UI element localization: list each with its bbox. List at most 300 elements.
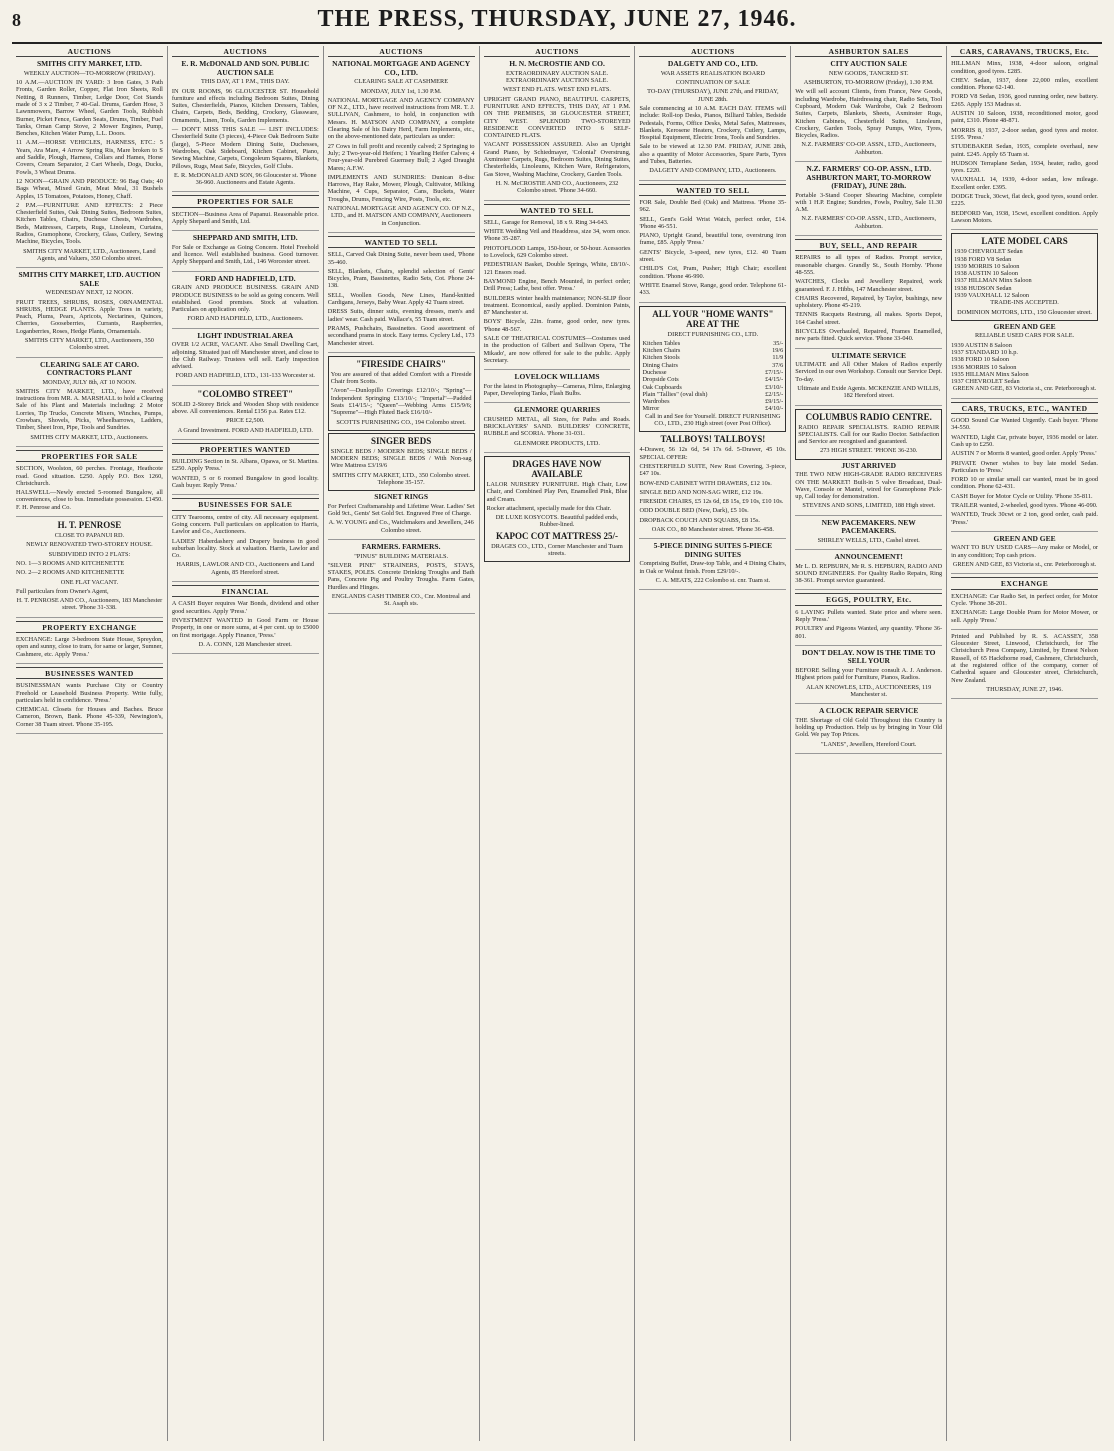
price-row: [642, 376, 783, 383]
ad-body: EXCHANGE: Car Radio Set, in perfect order, for Motor Cycle. 'Phone 38-201.: [951, 592, 1099, 607]
ad-signature: 273 HIGH STREET. 'PHONE 36-230.: [820, 447, 918, 455]
ad-body: TENNIS Racquets Restrung, all makes. Sports Depot, 164 Cashel street.: [795, 311, 943, 326]
ad-subtitle: WEST END FLATS. WEST END FLATS.: [503, 86, 611, 94]
ad-title: SMITHS CITY MARKET, LTD. AUCTION SALE: [18, 270, 161, 288]
ad-body: WHITE Wedding Veil and Headdress, size 34, worn once. 'Phone 35-287.: [483, 228, 631, 243]
ad-body: SMITHS CITY MARKET, LTD., have received instructions from MR. A. MARSHALL to hold a Clearing Sale of his Plant and Materials including: 2 Motor Lorries, Tip Trucks, Concrete Mixers, Winches, Pumps, Crowbars, Shovels, Picks, Wheelbarrows, Ladders, Timber, Sheet Iron, Pipe, Tools and Sundries.: [16, 387, 163, 432]
ad-body: UPRIGHT GRAND PIANO, BEAUTIFUL CARPETS, FURNITURE AND EFFECTS, THIS DAY, AT 1 P.M. ON THE PREMISES, 38 GLOUCESTER STREET, CITY WEST. SPLENDID TWO-STOREYED RESIDENCE CONVERTED INTO 6 SELF-CONTAINED FLATS.: [483, 95, 631, 140]
classified-ad: [16, 682, 163, 734]
ad-body: GENTS' Bicycle, 3-speed, new tyres, £12. 40 Tuam street.: [639, 248, 787, 264]
colombo-street-ad: [172, 389, 319, 440]
ad-body: ULTIMATE and All Other Makes of Radios expertly Serviced in our own Workshop. Consult our Service Dept. To-day.: [795, 361, 943, 383]
section-heading: PROPERTIES FOR SALE: [172, 195, 319, 207]
ad-body: VAUXHALL 14, 1939, 4-door sedan, low mileage. Excellent order. £395.: [951, 176, 1099, 191]
ad-body: WANTED, 5 or 6 roomed Bungalow in good locality. Cash buyer. Reply 'Press.': [171, 474, 319, 490]
ad-body: CHAIRS Recovered, Repaired, by Taylor, bushings, new upholstery. Phone 45-219.: [795, 294, 943, 310]
ad-body: CRUSHED METAL, all Sizes, for Paths and Roads. BRICKLAYERS' SAND. BUILDERS' CONCRETE, RUBBLE and SCORIA. 'Phone 31-031.: [483, 415, 631, 438]
ad-title: NEW PACEMAKERS. NEW PACEMAKERS.: [821, 517, 916, 536]
ad-body: PIANO, Upright Grand, beautiful tone, overstrung iron frame, £85. Apply 'Press.': [639, 232, 787, 247]
ad-body: SINGLE BED AND NON-SAG WIRE, £12 19s.: [639, 488, 763, 496]
ad-title: ULTIMATE SERVICE: [831, 350, 906, 360]
ad-subtitle: TRADE-INS ACCEPTED.: [990, 299, 1059, 307]
green-gee-ad: [951, 323, 1098, 399]
section-heading: CARS, TRUCKS, ETC., WANTED: [951, 402, 1098, 414]
ad-subtitle: DE LUXE KOSYCOTS. Beautiful padded ends, Rubber-lined.: [495, 514, 619, 529]
ad-title: LATE MODEL CARS: [981, 236, 1068, 247]
price-row: [642, 405, 783, 412]
car-list-item: 1939 VAUXHALL 12 Saloon: [954, 292, 1030, 300]
ad-signature: E. R. McDONALD AND SON, 96 Gloucester st. 'Phone 36-960. Auctioneers and Estate Agents.: [174, 171, 317, 187]
ad-body: WANT TO BUY USED CARS—Any make or Model, or in any condition; Top cash prices.: [951, 544, 1099, 559]
dining-suites-ad: [639, 542, 786, 590]
ad-title: SIGNET RINGS: [374, 492, 429, 502]
ad-body: FIRESIDE CHAIRS, £5 12s 6d, £8 15s, £9 10s, £10 10s.: [639, 498, 784, 506]
ad-signature: "LANES", Jewellers, Hereford Court.: [821, 740, 917, 748]
price-item: Plain "Tallies" (oval dish): [642, 390, 708, 398]
ad-body: EXCHANGE: Large Double Pram for Motor Mower, or sell. Apply 'Press.': [951, 609, 1099, 624]
price-row: [642, 340, 783, 347]
ad-body: You are assured of that added Comfort with a Fireside Chair from Scotts.: [330, 370, 472, 386]
ad-body: BUILDERS winter health maintenance; NON-SLIP floor treatment. Economical, easily applied. Dominion Paints, 87 Manchester st.: [483, 294, 631, 317]
signet-rings-ad: [328, 493, 475, 540]
masthead: THE PRESS, THURSDAY, JUNE 27, 1946.: [317, 6, 797, 32]
ad-body: CASH Buyer for Motor Cycle or Utility. 'Phone 35-811.: [951, 492, 1093, 500]
home-wants-ad: [639, 306, 786, 433]
ad-title: FORD AND HADFIELD, LTD.: [194, 273, 296, 283]
ad-signature: H. N. McCROSTIE AND CO., Auctioneers, 232 Colombo street. 'Phone 34-660.: [495, 179, 619, 195]
page-number: 8: [12, 10, 21, 30]
price-value: £4/15/-: [765, 376, 784, 384]
classified-ad: [16, 636, 163, 664]
ad-title: N.Z. FARMERS' CO-OP. ASSN., LTD. ASHBURTON MART, TO-MORROW (FRIDAY), JUNE 28th.: [806, 164, 932, 191]
price-value: £7/15/-: [765, 369, 784, 376]
ad-title: DON'T DELAY. NOW IS THE TIME TO SELL YOUR: [801, 647, 936, 666]
price-item: Wardrobes: [642, 398, 670, 406]
price-item: Kitchen Chairs: [642, 347, 681, 355]
ad-subtitle: CONTINUATION OF SALE: [675, 79, 750, 87]
ad-body: A CASH Buyer requires War Bonds, dividend and other good securities. Apply 'Press.': [171, 600, 319, 615]
columns: [12, 46, 1102, 1441]
singer-beds-ad: [328, 433, 475, 491]
ad-title: FARMERS. FARMERS.: [361, 542, 441, 552]
ad-signature: Call in and See for Yourself. DIRECT FURNISHING CO., LTD., 230 High street (over Post Office).: [645, 412, 781, 428]
ad-signature: SCOTTS FURNISHING CO., 194 Colombo street.: [336, 418, 466, 426]
column-7: [947, 46, 1102, 1441]
ad-signature: SMITHS CITY MARKET, LTD., Auctioneers.: [30, 433, 149, 441]
green-gee-wanted-ad: [951, 535, 1098, 574]
ad-subtitle: EXTRAORDINARY AUCTION SALE. EXTRAORDINARY AUCTION SALE.: [505, 69, 609, 85]
ad-list: 27 Cows in full profit and recently calved; 2 Springing to July; 2 Two-year-old Heifers; 1 Yearling Heifer Calves; 4 Four-year-old Purebred Guernsey Bull; 2 Aged Draught Mares; A.F.W.: [327, 142, 475, 172]
ad-body: HILLMAN Minx, 1938, 4-door saloon, original condition, good tyres. £285.: [951, 60, 1099, 75]
car-list-item: 1937 CHEVROLET Sedan: [951, 378, 1020, 386]
ad-title: LOVELOCK WILLIAMS: [514, 372, 600, 382]
ad-body: WHITE Enamel Stove, Range, good order. Telephone 61-433.: [639, 281, 787, 297]
ad-title: ALL YOUR "HOME WANTS" ARE AT THE: [652, 308, 774, 329]
ad-signature: DRAGES CO., LTD., Corner Manchester and Tuam streets.: [491, 542, 623, 558]
ad-signature: SMITHS CITY MARKET, LTD., 350 Colombo street. Telephone 35-157.: [332, 471, 470, 487]
auction-ad: [328, 60, 475, 233]
section-heading: PROPERTIES WANTED: [172, 443, 319, 455]
ad-signature: A. W. YOUNG and Co., Watchmakers and Jewellers, 246 Colombo street.: [328, 519, 474, 534]
classified-ad: [16, 465, 163, 517]
imprint: [951, 633, 1098, 699]
section-heading: EGGS, POULTRY, Etc.: [795, 593, 942, 605]
ad-body: DODGE Truck, 30cwt, flat deck, good tyres, sound order. £225.: [951, 193, 1099, 208]
ad-body: TRAILER wanted, 2-wheeled, good tyres. 'Phone 46-090.: [951, 502, 1098, 510]
ad-signature: H. T. PENROSE AND CO., Auctioneers, 183 Manchester street. 'Phone 31-338.: [16, 597, 163, 612]
ad-body: — DON'T MISS THIS SALE — LIST INCLUDES: Chesterfield Suite (3 pieces), 4-Piece Oak Bedroom Suite (large), 5-Piece Modern Dining Suite, Duchesses, Wardrobes, Oak Sideboard, Kitchen Cabinet, Piano, Sewing Machine, Carpets, Congoleum Squares, Blankets, Pillows, Rugs, Meat Safe, Bicycles, Golf Clubs.: [171, 126, 319, 170]
classified-ad: [951, 593, 1098, 630]
ad-body: BOW-END CABINET WITH DRAWERS, £12 10s.: [639, 479, 772, 487]
ad-body: PHOTOFLOOD Lamps, 150-hour, or 50-hour. Acessories to Lovelock, 629 Colombo street.: [483, 244, 631, 260]
section-heading: AUCTIONS: [328, 48, 475, 57]
just-arrived-ad: [795, 462, 942, 516]
ad-signature: A Grand Investment. FORD AND HADFIELD, LTD.: [177, 426, 313, 434]
ad-subtitle: CLEARING SALE AT CASHMERE: [354, 78, 449, 86]
ad-signature: ALAN KNOWLES, LTD., AUCTIONEERS, 119 Manchester st.: [806, 683, 932, 698]
price-row: [642, 354, 783, 361]
clock-repair-ad: [795, 707, 942, 754]
ad-body: ODD DOUBLE BED (New, Dark), £5 10s.: [639, 507, 749, 515]
ad-body: IMPLEMENTS AND SUNDRIES: Dunican 8-disc Harrows, Hay Rake, Mower, Plough, Cultivator, Milking Machine, 4 Cups, Separator, Cans, Buckets, Water Troughs, Drums, Fencing Wire, Posts, Tools, etc.: [327, 173, 475, 203]
car-list-item: 1938 AUSTIN 10 Saloon: [954, 270, 1019, 278]
section-heading: WANTED TO SELL: [639, 184, 786, 196]
section-heading: FINANCIAL: [172, 585, 319, 597]
ad-body: PRAMS, Pushchairs, Bassinettes. Good assortment of secondhand prams in stock. Easy terms. Cyclery Ltd., 173 Manchester street.: [327, 324, 475, 347]
ad-body: For Perfect Craftsmanship and Lifetime Wear. Ladies' Set Gold 9ct., Gents' Set Gold 9ct. Engraved Free of Charge.: [327, 502, 475, 518]
ad-body: GRAIN AND PRODUCE BUSINESS. GRAIN AND PRODUCE BUSINESS to be sold as going concern. Well established. Good premises. Stock at valuation. Particulars on application only.: [171, 284, 319, 314]
car-list-item: 1936 MORRIS 10 Saloon: [951, 363, 1017, 371]
ad-body: POULTRY and Pigeons Wanted, any quantity. 'Phone 36-801.: [795, 625, 943, 640]
ad-body: CHEMICAL Closets for Houses and Baches. Bruce Cameron, Brown, Bank. Phone 45-339, Newington's, Corner 38 Tuam street. 'Phone 35-195.: [16, 706, 163, 728]
section-heading: CARS, CARAVANS, TRUCKS, Etc.: [951, 48, 1098, 57]
ad-body: REPAIRS to all types of Radios. Prompt service, reasonable charges. Grandly St., South Hornby. 'Phone 48-555.: [795, 254, 943, 276]
price-item: Oak Cupboards: [642, 383, 682, 391]
column-3: [324, 46, 480, 1441]
page-header: [12, 6, 1102, 44]
ad-body: Sale to be viewed at 12.30 P.M. FRIDAY, JUNE 28th, also a quantity of Motor Accessories, Spare Parts, Tyres and Tubes, Batteries.: [639, 143, 787, 166]
ad-signature: SMITHS CITY MARKET, LTD., Auctioneers, Land Agents, and Valuers, 350 Colombo street.: [23, 247, 156, 262]
ad-signature: GREEN AND GEE, 83 Victoria st., cnr. Peterborough st.: [952, 385, 1097, 393]
ad-list: "Avon"—Dunlopillo Coverings £12/10/-; "Spring"—Independent Springing £13/10/-; "Imperial"—Padded Seats £14/15/-; "Queen"—Webbing Arms £15/9/6; "Supreme"—High Fluted Back £16/10/-: [330, 387, 472, 417]
ad-subtitle: WAR ASSETS REALISATION BOARD: [660, 69, 765, 77]
ad-body: Sale commencing at 10 A.M. EACH DAY. ITEMS will include: Roll-top Desks, Pianos, Billiard Tables, Bedside Pedestals, Forms, Office Desks, Metal Safes, Mattresses, Blankets, Kerosene Heaters, Crockery, Cutlery, Lamps, Hospital Equipment, Electric Irons, Tools and Sundries.: [639, 104, 787, 142]
ad-body: CHESTERFIELD SUITE, New Rust Covering, 3-piece, £47 10s.: [639, 462, 787, 478]
ad-body: GOOD Sound Car Wanted Urgently. Cash buyer. 'Phone 34-550.: [951, 417, 1099, 432]
ad-subtitle: NEWLY RENOVATED TWO-STOREY HOUSE.: [26, 541, 153, 549]
classified-ad: [172, 600, 319, 654]
ad-title: CLEARING SALE AT CARO. CONTRACTORS PLANT: [39, 359, 139, 378]
mart-ad: [795, 165, 942, 236]
car-list-item: 1938 FORD V8 Sedan: [954, 255, 1012, 263]
ad-title: SMITHS CITY MARKET, LTD.: [36, 59, 142, 69]
column-2: [168, 46, 324, 1441]
ad-date: TO-DAY (THURSDAY), JUNE 27th, and FRIDAY, JUNE 28th.: [647, 88, 779, 103]
ad-title: TALLBOYS! TALLBOYS!: [660, 434, 766, 445]
ad-title: LIGHT INDUSTRIAL AREA: [197, 330, 294, 340]
ad-signature: D. A. CONN, 128 Manchester street.: [198, 640, 292, 648]
price-list: [642, 340, 783, 413]
price-item: Dropside Cots: [642, 376, 679, 384]
ad-body: LADIES' Haberdashery and Drapery business in good suburban locality. Stock at valuation. Harris, Lawlor and Co.: [171, 537, 319, 560]
section-heading: AUCTIONS: [16, 48, 163, 57]
ad-body: BEDFORD Van, 1938, 15cwt, excellent condition. Apply Lawson Motors.: [951, 209, 1099, 224]
ad-body: "SILVER PINE" STRAINERS, POSTS, STAYS, STAKES, POLES. Concrete Drinking Troughs and Bath Pans, Concrete Pig and Poultry Troughs. Farm Gates, Hurdles and Hinges.: [327, 561, 475, 591]
pacemakers-ad: [795, 519, 942, 550]
section-heading: AUCTIONS: [639, 48, 786, 57]
ad-line: ONE FLAT VACANT.: [60, 578, 119, 586]
fireside-chairs-ad: [328, 356, 475, 431]
ad-body: NATIONAL MORTGAGE AND AGENCY COMPANY OF N.Z., LTD., have received instructions from MR. T. J. SULLIVAN, Cashmere, to hold, in conjunction with Messrs. H. MATSON AND COMPANY, a complete Clearing Sale of his Dairy Herd, Farm Implements, etc., on the above-mentioned date, particulars as under:: [327, 96, 475, 141]
ad-body: SELL, Garage for Removal, 18 x 9. Ring 34-643.: [483, 218, 609, 226]
ad-body: 6 LAYING Pullets wanted. State price and where seen. Reply 'Press.': [795, 608, 943, 624]
ad-title: NATIONAL MORTGAGE AND AGENCY CO., LTD.: [332, 59, 471, 77]
ad-subtitle: "PINUS" BUILDING MATERIALS.: [354, 552, 449, 560]
ad-title: H. N. McCROSTIE AND CO.: [509, 59, 605, 69]
section-heading: EXCHANGE: [951, 577, 1098, 589]
ad-signature: FORD AND HADFIELD, LTD., Auctioneers.: [187, 315, 304, 323]
section-heading: WANTED TO SELL: [484, 204, 631, 216]
car-list-item: 1939 AUSTIN 8 Saloon: [951, 341, 1012, 349]
ad-signature: NATIONAL MORTGAGE AND AGENCY CO. OF N.Z., LTD., and H. MATSON AND COMPANY, Auctioneers in Conjunction.: [327, 205, 475, 227]
columbus-radio-ad: [795, 409, 942, 460]
penrose-ad: [16, 520, 163, 618]
ad-title: A CLOCK REPAIR SERVICE: [819, 706, 919, 716]
ad-body: INVESTMENT WANTED in Good Farm or House Property, in one or more sums, at 4 per cent. up to £5000 on first mortgage. Apply Finance, 'Press.': [171, 616, 319, 639]
ad-body: Comprising Buffet, Draw-top Table, and 4 Dining Chairs, in Oak or Walnut finish. From £29/10/-.: [639, 560, 787, 575]
ad-body: BICYCLES Overhauled, Repaired, Frames Enamelled, new parts fitted. Quick service. 'Phone 33-040.: [795, 328, 943, 343]
ad-body: BUSINESSMAN wants Purchase City or Country Freehold or Leasehold Business Property. Write fully, particulars held in confidence. 'Press.': [16, 682, 163, 704]
ad-signature: ENGLANDS CASH TIMBER CO., Cnr. Montreal and St. Asaph sts.: [331, 593, 471, 608]
auction-ad: [16, 361, 163, 447]
ad-body: SELL, Gent's Gold Wrist Watch, perfect order, £14. 'Phone 46-551.: [639, 215, 787, 230]
ad-title: SHEPPARD AND SMITH, LTD.: [192, 233, 298, 243]
price-row: [642, 384, 783, 391]
ad-body: WANTED, Truck 30cwt or 2 ton, good order, cash paid. 'Press.': [951, 511, 1099, 526]
ad-body: SECTION—Business Area of Papanui. Reasonable price. Apply Shepard and Smith, Ltd.: [171, 210, 319, 226]
section-heading: AUCTIONS: [172, 48, 319, 57]
ad-signature: N.Z. FARMERS' CO-OP. ASSN., LTD., Auctioneers, Ashburton.: [801, 141, 937, 156]
ad-body: 10 A.M.—AUCTION IN YARD: 3 Iron Gates, 3 Path Fronts, Garden Roller, Copper, Flat Iron Sheets, Roll Netting, 8 Runners, Timber, Ledge Door, Cot Stands made of 3 x 2 Timber, 7 40-Gal. Drums, Garden Hose, 3 Lawnmowers, Barrow Wheel, Garden Tools, Rubbish Burner, Picket Fence, Garden Seats, Drums, Timber, Fuel Tanks, Ornan Camp Stove, 2 Mower Engines, Pump, Benches, Kitchen Water Pump, L.L. Doors.: [16, 79, 163, 138]
ad-signature: SMITHS CITY MARKET, LTD., Auctioneers, 350 Colombo street.: [24, 337, 154, 352]
lovelock-ad: [484, 373, 631, 403]
ad-body: THE Shortage of Old Gold Throughout this Country is holding up Production. Help us by bringing in Your Old Gold. We pay Top Prices.: [795, 716, 943, 739]
ad-body: IN OUR ROOMS, 96 GLOUCESTER ST. Household furniture and effects including Bedroom Suites, Dining Suites, Chesterfields, Pianos, Kitchen Dressers, Tables, Chairs, Carpets, Beds, Bedding, Crockery, Glassware, Ornaments, Linen, Tools, Garden Implements.: [171, 87, 319, 124]
ad-body: FRUIT TREES, SHRUBS, ROSES, ORNAMENTAL SHRUBS, HEDGE PLANTS. Apple Trees in variety, Peach, Plums, Pears, Apricots, Nectarines, Quinces, Cherries, Gooseberries, Currants, Raspberries, Loganberries, Roses, Hedge Plants, Ornamentals.: [16, 298, 163, 335]
ad-body: AUSTIN 10 Saloon, 1938, reconditioned motor, good paint, £310. Phone 48-871.: [951, 110, 1099, 125]
light-industrial-ad: [172, 332, 319, 386]
price-value: £2/15/-: [765, 390, 784, 398]
column-5: [635, 46, 791, 1441]
late-model-cars-ad: [951, 233, 1098, 321]
ad-title: H. T. PENROSE: [57, 520, 122, 531]
car-list-item: 1935 HILLMAN Minx Saloon: [951, 370, 1029, 378]
ad-body: STUDEBAKER Sedan, 1935, complete overhaul, new paint. £245. Apply 65 Tuam st.: [951, 143, 1099, 158]
ad-line: NO. 1—3 ROOMS AND KITCHENETTE: [16, 559, 125, 567]
ad-body: Portable 3-Stand Cooper Shearing Machine, complete with 1 H.P. Engine; Sundries, Fowls, Poultry, Sale 11.30 A.M.: [795, 191, 943, 214]
ad-signature: C. A. MEATS, 222 Colombo st. cnr. Tuam st.: [655, 576, 771, 584]
classified-ad: [951, 417, 1098, 532]
glenmore-ad: [484, 406, 631, 453]
car-list-item: 1938 HUDSON Sedan: [954, 284, 1012, 292]
ad-body: Mr L. D. REPBURN, Mr R. S. HEPBURN, RADIO AND SOUND ENGINEERS. For Quality Radio Repairs, Ring 38-361. Prompt service guaranteed.: [795, 562, 943, 585]
ad-subtitle: MONDAY, JULY 8th, AT 10 NOON.: [42, 378, 137, 386]
classified-ad: [951, 60, 1098, 230]
ad-body: 12 NOON—GRAIN AND PRODUCE: 96 Bag Oats; 40 Bags Wheat, Mixed Grain, Meat Meal, 31 Bushels Apples, 15 Tomatoes, Potatoes, Honey, Chaff.: [16, 177, 163, 200]
classified-ad: [639, 199, 786, 303]
ad-body: BOYS' Bicycle, 22in. frame, good order, new tyres. 'Phone 48-567.: [483, 318, 631, 333]
ad-body: HUDSON Terraplane Sedan, 1934, heater, radio, good tyres. £220.: [951, 159, 1099, 175]
ad-body: DROPBACK COUCH AND SQUABS, £8 15s.: [639, 516, 760, 524]
ad-body: CITY Tearooms, centre of city. All necessary equipment. Going concern. Full particulars on application to Harris, Lawlor and Co., Auctioneers.: [171, 513, 319, 536]
ad-body: BAYMOND Engine, Bench Mounted, in perfect order; Drill Press; Lathe, best offer. 'Press.': [483, 277, 631, 293]
section-heading: PROPERTY EXCHANGE: [16, 621, 163, 633]
ad-title: GREEN AND GEE: [993, 321, 1056, 331]
ad-body: FORD V8 Sedan, 1936, good running order, new battery. £265. Apply 153 Madras st.: [951, 93, 1099, 108]
classified-ad: [795, 254, 942, 348]
ad-signature: OAK CO., 80 Manchester street. 'Phone 36-458.: [651, 526, 774, 534]
car-list: [951, 342, 1098, 386]
ad-body: For the latest in Photography—Cameras, Films, Enlarging Paper, Developing Tanks, Flash Bulbs.: [483, 382, 631, 397]
ad-body: WATCHES, Clocks and Jewellery Repaired, work guaranteed. F. J. Hibbs, 147 Manchester street.: [795, 278, 943, 293]
ad-subtitle: WEDNESDAY NEXT, 12 NOON.: [45, 289, 134, 297]
ad-title: E. R. McDONALD AND SON. PUBLIC AUCTION SALE: [181, 59, 310, 77]
ad-title: "COLOMBO STREET": [197, 388, 294, 399]
ad-body: We will sell account Clients, from France, New Goods, including Wardrobe, Hairdressing chair, Radio Sets, Tool Cupboard, Modern Oak Wardrobe, Oak 2 Bedroom Suites, Carpets, Blankets, Sheets, Axminster Rugs, Kitchen Cabinets, Chesterfield Suites, Linoleum, Crockery, Garden Tools, Spray Pumps, Wire, Tyres, Bicycles, Radios.: [795, 88, 943, 140]
ad-body: RADIO REPAIR SPECIALISTS. RADIO REPAIR SPECIALISTS. Call for our Radio Doctor. Satisfaction and Service are recognised and guaranteed.: [798, 423, 940, 446]
ad-signature: GLENMORE PRODUCTS, LTD.: [514, 439, 600, 447]
ad-date: MONDAY, JULY 1st, 1.30 P.M.: [360, 87, 442, 95]
classified-ad: [484, 219, 631, 370]
price-value: 19/6: [772, 347, 784, 355]
price-row: [642, 369, 783, 376]
ad-signature: Ultimate and Exide Agents. MCKENZIE AND WILLIS, 182 Hereford street.: [797, 385, 941, 400]
ad-body: Full particulars from Owner's Agent,: [16, 587, 109, 595]
ad-list: SINGLE BEDS / MODERN BEDS; SINGLE BEDS / MODERN BEDS; SINGLE BEDS / With Non-sag Wire Mattress £3/19/6: [330, 447, 472, 470]
price-item: Duchesse: [642, 369, 667, 376]
car-list-item: 1938 FORD 10 Saloon: [951, 356, 1010, 364]
ad-body: BEFORE Selling your Furniture consult A. J. Anderson. Highest prices paid for Furniture, Pianos, Radios.: [795, 666, 943, 682]
ad-body: 4-Drawer, 56 12s 6d, 54 17s 6d. 5-Drawer, 45 10s. SPECIAL OFFER:: [639, 446, 787, 461]
ad-subtitle: THIS DAY, AT 1 P.M., THIS DAY.: [201, 78, 290, 86]
price-item: Dining Chairs: [642, 361, 678, 369]
price-item: Kitchen Tables: [642, 339, 681, 347]
ad-signature: DOMINION MOTORS, LTD., 150 Gloucester street.: [957, 308, 1093, 316]
sheppard-ad: [172, 234, 319, 271]
ad-body: CHILD'S Cot, Pram, Pusher; High Chair; excellent condition. 'Phone 46-990.: [639, 265, 787, 280]
price-row: [642, 347, 783, 354]
ad-body: PEDESTRIAN Basket, Double Springs, White, £8/10/-. 121 Ensors road.: [483, 261, 631, 276]
classified-ad: [328, 251, 475, 353]
ad-title: SINGER BEDS: [371, 435, 432, 446]
ad-body: WANTED, Light Car, private buyer, 1936 model or later. Cash up to £250.: [951, 433, 1099, 448]
tallboys-ad: [639, 434, 786, 539]
ad-title: GLENMORE QUARRIES: [513, 405, 601, 415]
ford-ad: [172, 275, 319, 329]
car-list-item: 1937 HILLMAN Minx Saloon: [954, 277, 1032, 285]
ad-line: NO. 2—2 ROOMS AND KITCHENETTE: [16, 569, 125, 577]
imprint-date: THURSDAY, JUNE 27, 1946.: [986, 685, 1063, 693]
classified-ad: [172, 211, 319, 232]
ad-title: GREEN AND GEE: [993, 533, 1056, 543]
ad-title: CITY AUCTION SALE: [830, 59, 908, 69]
announcement-ad: [795, 553, 942, 590]
ad-title: DALGETY AND CO., LTD.: [667, 59, 758, 69]
classified-ad: [795, 609, 942, 646]
ad-body: 11 A.M.—HORSE VEHICLES, HARNESS, ETC.: 5 Years, Ara Mare, 4 Arrow Spring Ris, Mare broken to S and Saddle, Plough, Harness, Collars and Hames, Horse Covers, Cream Separator, 2 Cart Wheels, Dogs, Ducks, Fowls, 3 Wheat Drums.: [16, 139, 163, 176]
ultimate-service-ad: [795, 352, 942, 406]
auction-ad: [795, 60, 942, 162]
car-list-item: 1939 CHEVROLET Sedan: [954, 248, 1023, 256]
ad-body: 2 P.M.—FURNITURE AND EFFECTS: 2 Piece Chesterfield Suites, Oak Dining Suites, Bedroom Suites, Kitchen Tables, Chairs, Duchesse Chests, Wardrobes, Beds, Mattresses, Carpets, Rugs, Linoleum, Curtains, Radios, Gramophone, Crockery, Glass, Cutlery, Sewing Machine, Bicycles, Tools.: [16, 201, 163, 246]
classified-ad: [172, 458, 319, 495]
price-value: 37/6: [772, 361, 784, 369]
ad-body: FORD 10 or similar small car wanted, must be in good condition. Phone 62-431.: [951, 476, 1099, 491]
auction-ad: [16, 271, 163, 357]
ad-body: FOR Sale, Double Bed (Oak) and Mattress. 'Phone 35-962.: [639, 198, 787, 214]
ad-body: SELL, Blankets, Chairs, splendid selection of Gents' Bicycles, Pram, Bassinettes, Radio Sets, Cot. Phone 24-138.: [327, 267, 475, 290]
ad-body: SELL, Carved Oak Dining Suite, never been used, 'Phone 35-460.: [327, 251, 475, 266]
ad-body: EXCHANGE: Large 3-bedroom State House, Spreydon, open and sunny, close to tram, for same or larger, Sumner, Cashmere, etc. Apply 'Press.': [16, 636, 163, 658]
auction-ad: [172, 60, 319, 192]
ad-price: PRICE £2,500.: [226, 417, 265, 425]
ad-title: 5-PIECE DINING SUITES 5-PIECE DINING SUITES: [653, 541, 773, 559]
section-heading: PROPERTIES FOR SALE: [16, 450, 163, 462]
ad-body: DRESS Suits, dinner suits, evening dresses, men's and ladies' wear. Cash paid. Wallace's, 55 Tuam street.: [327, 308, 475, 323]
price-row: [642, 362, 783, 369]
classified-ad: [172, 514, 319, 582]
ad-body: BUILDING Section in St. Albans, Opawa, or St. Martins. £250. Apply 'Press.': [171, 458, 319, 473]
ad-body: LALOR NURSERY FURNITURE. High Chair, Low Chair, and Combined Play Pen, Enamelled Pink, Blue and Cream.: [486, 480, 628, 503]
imprint-text: Printed and Published by R. S. ACASSEY, 358 Gloucester Street, Linwood, Christchurch, for The Christchurch Press Company, Limited, by Ernest Nelson Russell, of 65 Hackthorne road, Cashmere, Christchurch, at the registered office of the company, corner of Cathedral square and Gloucester street, Christchurch, New Zealand.: [951, 632, 1099, 684]
price-item: Kitchen Stools: [642, 354, 680, 362]
section-heading: BUSINESSES WANTED: [16, 667, 163, 679]
ad-title: COLUMBUS RADIO CENTRE.: [805, 411, 932, 422]
section-heading: AUCTIONS: [484, 48, 631, 57]
ad-body: SECTION, Woolston, 60 perches. Frontage, Heathcote road. Good situation. £250. Apply P.O. Box 1260, Christchurch.: [16, 465, 163, 487]
price-value: £9/15/-: [765, 398, 784, 406]
ad-signature: FORD AND HADFIELD, LTD., 131-133 Worcester st.: [175, 372, 315, 380]
car-list-item: 1937 STANDARD 10 h.p.: [951, 349, 1018, 356]
price-value: £4/10/-: [765, 405, 784, 413]
ad-title: "FIRESIDE CHAIRS": [356, 358, 447, 369]
ad-body: AUSTIN 7 or Morris 8 wanted, good order. Apply 'Press.': [951, 450, 1097, 458]
price-value: 35/-: [773, 339, 784, 347]
column-4: [480, 46, 636, 1441]
car-list-item: 1939 MORRIS 10 Saloon: [954, 262, 1020, 270]
auction-ad: [16, 60, 163, 268]
ad-subtitle: DIRECT FURNISHING CO., LTD.: [667, 330, 759, 338]
ad-body: Rocker attachment, specially made for this Chair.: [486, 504, 612, 512]
ad-body: SALE OF THEATRICAL COSTUMES—Costumes used in the production of Gilbert and Sullivan Opera, 'The Mikado', are now offered for sale to the public. Apply Secretary.: [483, 335, 631, 364]
ad-signature: DALGETY AND COMPANY, LTD., Auctioneers.: [649, 167, 777, 175]
ad-title: DRAGES HAVE NOW AVAILABLE: [512, 458, 602, 479]
ad-body: VACANT POSSESSION ASSURED. Also an Upright Grand Piano, by Schiedmayer, 'Colonial' Overstrung, Axminster Carpets, Rugs, Bedroom Suites, Dining Suites, Chesterfields, Linoleums, Kitchen Ware, Refrigerators, Gas Stove, Washing Machine, Crockery, Garden Tools.: [483, 141, 631, 178]
section-heading: BUY, SELL, AND REPAIR: [795, 239, 942, 251]
car-list: [954, 248, 1095, 299]
farmers-ad: [328, 543, 475, 614]
ad-body: For Sale or Exchange as Going Concern. Hotel Freehold and licence. Well established business. Good turnover. Apply Sheppard and Smith, Ltd., 146 Worcester street.: [171, 243, 319, 266]
price-value: 11/9: [772, 354, 784, 362]
ad-signature: STEVENS AND SONS, LIMITED, 188 High street.: [802, 502, 936, 510]
ad-body: SOLID 2-Storey Brick and Wooden Shop with residence above. All conveniences. Rental £156 p.a. Rates £12.: [171, 400, 319, 415]
ad-body: CHEV. Sedan, 1937, done 22,000 miles, excellent condition. Phone 62-140.: [951, 76, 1099, 92]
ad-signature: N.Z. FARMERS' CO-OP. ASSN., LTD., Auctioneers, Ashburton.: [801, 215, 937, 230]
ad-subtitle: NEW GOODS, TANCRED ST.: [828, 69, 909, 77]
auction-ad: [639, 60, 786, 180]
ad-subtitle: CLOSE TO PAPANUI RD.: [54, 532, 125, 540]
section-heading: WANTED TO SELL: [328, 236, 475, 248]
